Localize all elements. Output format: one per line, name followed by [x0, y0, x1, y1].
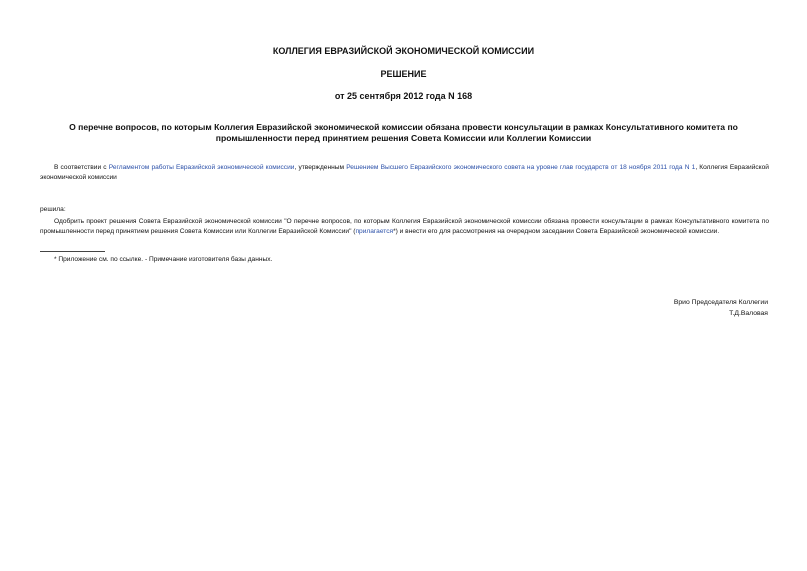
intro-paragraph: [40, 163, 769, 183]
document-date-number: от 25 сентября 2012 года N 168: [334, 91, 473, 101]
intro-text-1: В соответствии с: [54, 164, 109, 171]
footnote-divider: [40, 251, 105, 252]
council-decision-link[interactable]: Решением Высшего Евразийского экономического совета на уровне глав государств от 18 ноября 2011 года N 1: [346, 164, 696, 171]
signature-block: [674, 297, 768, 319]
document-title: О перечне вопросов, по которым Коллегия Евразийской экономической комиссии обязана провести консультации в рамках Консультативного комитета по промышленности перед принятием решения Совета Комиссии или Коллегии Комиссии: [69, 122, 738, 143]
decision-text-2: *) и внести его для рассмотрения на очередном заседании Совета Евразийской экономической комиссии.: [393, 228, 720, 235]
intro-text-3: , Коллегия Евразийской экономической комиссии: [40, 164, 769, 181]
decision-text-1: Одобрить проект решения Совета Евразийской экономической комиссии "О перечне вопросов, по которым Коллегия Евразийской экономической комиссии обязана провести консультации в рамках Консультативного комитета по промышленности перед принятием решения Совета Комиссии или Коллегии Евразийской Комиссии" (: [40, 218, 769, 235]
signature-name: Т.Д.Валовая: [729, 310, 768, 317]
organization-heading: КОЛЛЕГИЯ ЕВРАЗИЙСКОЙ ЭКОНОМИЧЕСКОЙ КОМИССИИ: [272, 46, 535, 56]
regulation-link[interactable]: Регламентом работы Евразийской экономической комиссии: [108, 164, 295, 171]
intro-text-2: , утвержденным: [294, 164, 347, 171]
attachment-link[interactable]: прилагается: [355, 228, 394, 235]
document-kind-heading: РЕШЕНИЕ: [380, 69, 427, 79]
footnote: * Приложение см. по ссылке. - Примечание изготовителя базы данных.: [54, 256, 273, 263]
decision-paragraph: [40, 217, 769, 237]
decided-label: решила:: [40, 206, 66, 213]
signature-position: Врио Председателя Коллегии: [673, 299, 768, 306]
